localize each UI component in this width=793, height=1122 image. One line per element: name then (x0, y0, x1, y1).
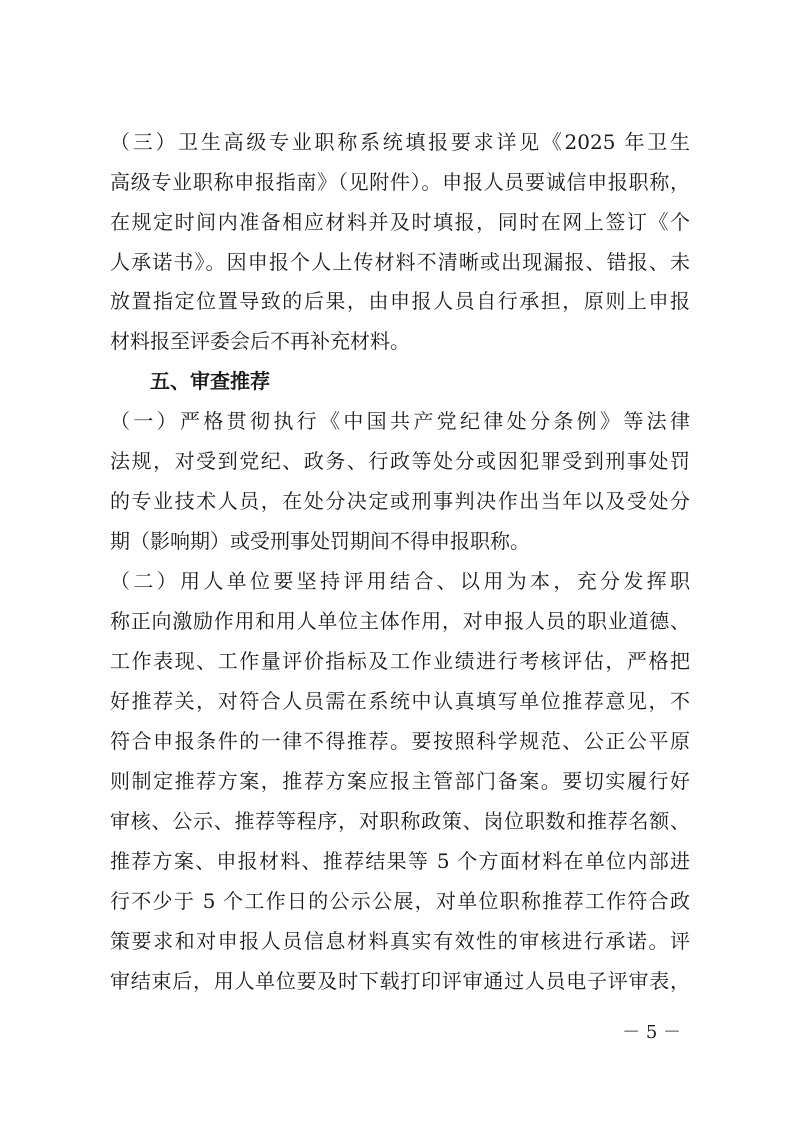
paragraph-line: 审核、公示、推荐等程序，对职称政策、岗位职数和推荐名额、 (110, 809, 690, 833)
paragraph-line: 法规，对受到党纪、政务、行政等处分或因犯罪受到刑事处罚 (110, 449, 690, 473)
paragraph-line: （三）卫生高级专业职称系统填报要求详见《2025 年卫生 (110, 130, 690, 154)
paragraph-line: 材料报至评委会后不再补充材料。 (110, 329, 410, 353)
paragraph-line: （一）严格贯彻执行《中国共产党纪律处分条例》等法律 (110, 409, 690, 433)
paragraph-line: 则制定推荐方案，推荐方案应报主管部门备案。要切实履行好 (110, 769, 690, 793)
paragraph-line: 推荐方案、申报材料、推荐结果等 5 个方面材料在单位内部进 (110, 849, 690, 873)
paragraph-line: （二）用人单位要坚持评用结合、以用为本，充分发挥职 (110, 569, 690, 593)
page-number: － 5 － (622, 1022, 681, 1043)
paragraph-line: 策要求和对申报人员信息材料真实有效性的审核进行承诺。评 (110, 929, 690, 953)
paragraph-line: 的专业技术人员，在处分决定或刑事判决作出当年以及受处分 (110, 489, 690, 513)
paragraph-line: 好推荐关，对符合人员需在系统中认真填写单位推荐意见，不 (110, 689, 690, 713)
paragraph-line: 放置指定位置导致的后果，由申报人员自行承担，原则上申报 (110, 289, 690, 313)
paragraph-line: 人承诺书》。因申报个人上传材料不清晰或出现漏报、错报、未 (110, 250, 690, 274)
paragraph-line: 符合申报条件的一律不得推荐。要按照科学规范、公正公平原 (110, 729, 690, 753)
paragraph-line: 审结束后，用人单位要及时下载打印评审通过人员电子评审表， (110, 969, 690, 993)
paragraph-line: 期（影响期）或受刑事处罚期间不得申报职称。 (110, 529, 530, 553)
paragraph-line: 行不少于 5 个工作日的公示公展，对单位职称推荐工作符合政 (110, 889, 690, 913)
section-heading: 五、审查推荐 (150, 369, 270, 393)
paragraph-line: 在规定时间内准备相应材料并及时填报，同时在网上签订《个 (110, 210, 690, 234)
paragraph-line: 高级专业职称申报指南》（见附件）。申报人员要诚信申报职称， (110, 170, 690, 194)
paragraph-line: 称正向激励作用和用人单位主体作用，对申报人员的职业道德、 (110, 609, 690, 633)
paragraph-line: 工作表现、工作量评价指标及工作业绩进行考核评估，严格把 (110, 649, 690, 673)
